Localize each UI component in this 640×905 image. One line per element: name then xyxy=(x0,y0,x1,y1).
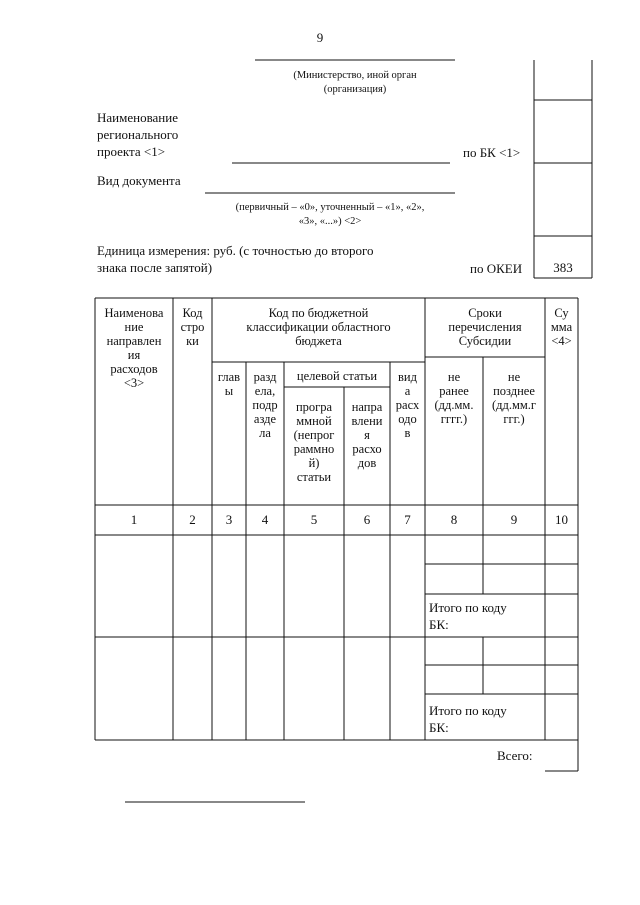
doc-type-caption-1: (первичный – «0», уточненный – «1», «2», xyxy=(235,202,425,213)
okei-label: по ОКЕИ xyxy=(470,261,523,276)
unit-line-2: знака после запятой) xyxy=(97,260,213,275)
header-direction-name: Наименова ние направлен ия расходов <3> xyxy=(104,306,164,390)
page-number: 9 xyxy=(316,30,324,45)
column-number: 8 xyxy=(450,512,458,527)
header-not-later: не позднее (дд.мм.г ггг.) xyxy=(491,370,537,426)
header-target-article: целевой статьи xyxy=(296,369,378,383)
subtotal-label-2a: Итого по коду xyxy=(429,703,507,718)
column-number: 5 xyxy=(310,512,318,527)
subtotal-label-1a: Итого по коду xyxy=(429,600,507,615)
ministry-caption-2: (организация) xyxy=(323,84,387,95)
header-program: програ ммной (непрог раммно й) статьи xyxy=(293,400,335,484)
column-number: 7 xyxy=(404,512,411,527)
doc-type-label: Вид документа xyxy=(97,173,181,188)
column-number: 1 xyxy=(130,512,138,527)
subtotal-label-2b: БК: xyxy=(429,720,449,735)
header-terms: Сроки перечисления Субсидии xyxy=(448,306,522,348)
subtotal-label-1b: БК: xyxy=(429,617,449,632)
header-vid: вид а расх одо в xyxy=(395,370,420,440)
column-number: 6 xyxy=(363,512,371,527)
header-direction: напра влени я расхо дов xyxy=(351,400,383,470)
header-not-before: не ранее (дд.мм. гггг.) xyxy=(434,370,474,426)
column-number: 4 xyxy=(261,512,269,527)
column-number: 10 xyxy=(555,512,568,527)
header-line-code: Код стро ки xyxy=(180,306,205,348)
header-budget-code: Код по бюджетной классификации областного бюджета xyxy=(246,306,391,348)
column-number: 9 xyxy=(510,512,518,527)
header-glava: глав ы xyxy=(217,370,241,398)
unit-line-1: Единица измерения: руб. (с точностью до второго xyxy=(97,243,374,258)
column-number: 2 xyxy=(189,512,196,527)
doc-type-caption-2: «3», «...») <2> xyxy=(298,216,362,227)
project-label-2: регионального xyxy=(97,127,179,142)
bk-label: по БК <1> xyxy=(463,145,521,160)
header-razdel: разд ела, подр азде ла xyxy=(252,370,278,440)
okei-value: 383 xyxy=(553,260,573,275)
project-label-3: проекта <1> xyxy=(97,144,166,159)
header-sum: Су мма <4> xyxy=(550,306,573,348)
project-label-1: Наименование xyxy=(97,110,178,125)
ministry-caption-1: (Министерство, иной орган xyxy=(293,70,417,81)
total-label: Всего: xyxy=(497,748,533,763)
column-number: 3 xyxy=(225,512,233,527)
